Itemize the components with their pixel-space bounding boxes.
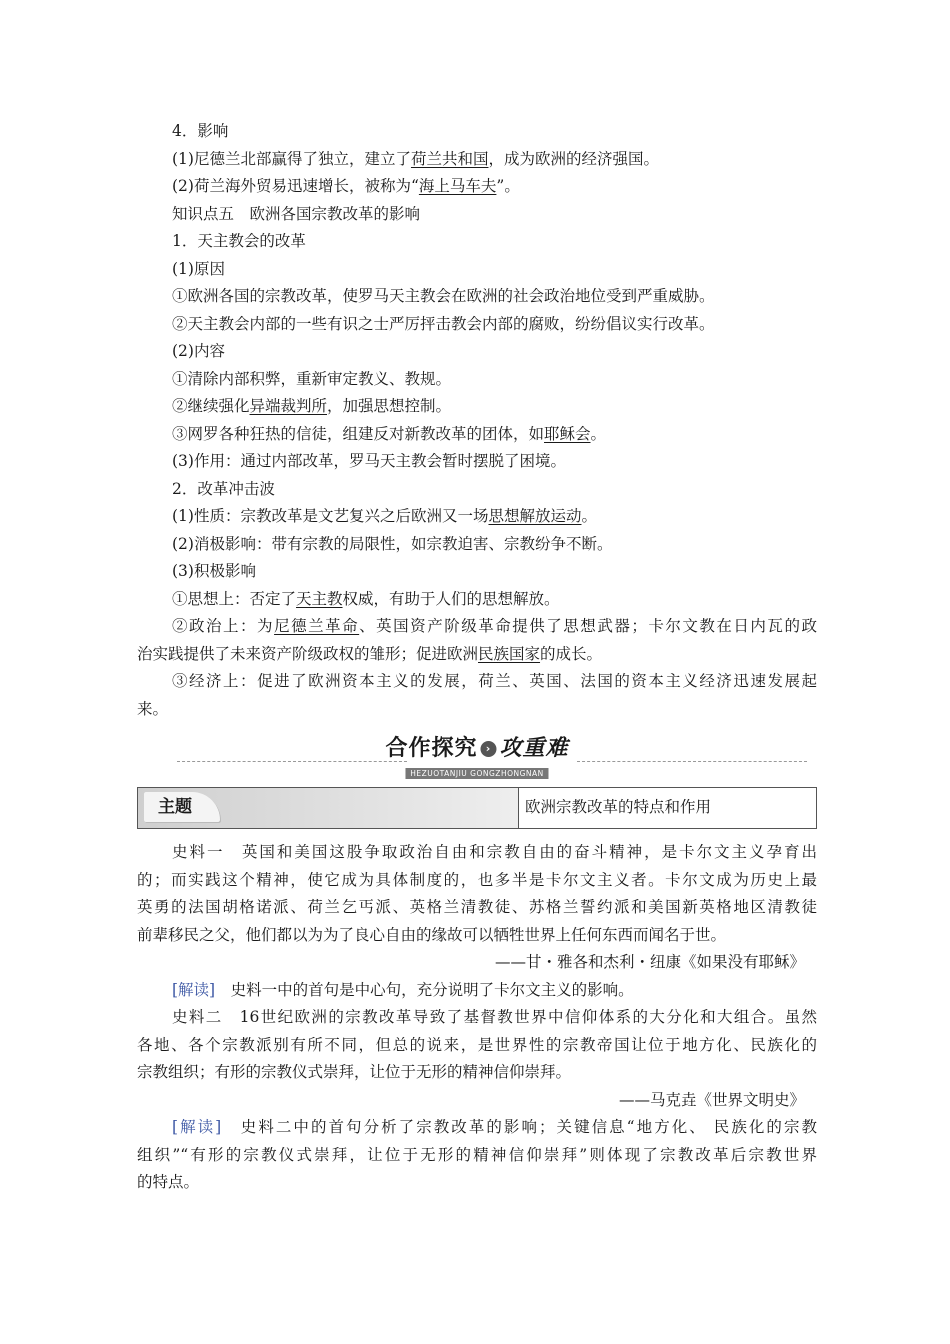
text-run: 史料一中的首句是中心句，充分说明了卡尔文主义的影响。 <box>215 980 634 999</box>
section-banner <box>137 731 817 781</box>
text-line <box>137 338 817 366</box>
banner-subtitle: HEZUOTANJIU GONGZHONGNAN <box>405 768 549 779</box>
text-run: (1)原因 <box>172 259 225 278</box>
source-citation <box>137 1087 817 1115</box>
text-run: ①清除内部积弊，重新审定教义、教规。 <box>172 369 452 388</box>
underlined-term: 尼德兰革命 <box>274 617 360 635</box>
text-line <box>137 867 817 895</box>
text-line <box>137 696 817 724</box>
text-run: 。 <box>590 424 607 443</box>
text-run: 各地、各个宗教派别有所不同，但总的说来，是世界性的宗教帝国让位于地方化、民族化的 <box>137 1035 817 1054</box>
banner-divider-left <box>177 761 407 762</box>
topic-title: 欧洲宗教改革的特点和作用 <box>518 788 816 828</box>
text-line <box>137 586 817 614</box>
text-line <box>137 613 817 641</box>
text-line <box>137 1114 817 1142</box>
text-run: (2)荷兰海外贸易迅速增长，被称为“ <box>172 177 419 195</box>
text-run: (3)作用：通过内部改革，罗马天主教会暂时摆脱了困境。 <box>172 452 566 470</box>
content-area <box>137 118 817 1197</box>
text-line <box>137 146 817 174</box>
text-run: 前辈移民之父，他们都以为为了良心自由的缘故可以牺牲世界上任何东西而闻名于世。 <box>137 925 727 944</box>
text-run: 史料二 16世纪欧洲的宗教改革导致了基督教世界中信仰体系的大分化和大组合。虽然 <box>172 1008 817 1026</box>
knowledge-section <box>137 118 817 723</box>
text-line <box>137 977 817 1005</box>
underlined-term: 荷兰共和国 <box>410 149 489 168</box>
text-run: 来。 <box>137 699 169 718</box>
arrow-right-icon: › <box>481 741 497 757</box>
text-line <box>137 173 817 201</box>
inquiry-section <box>137 839 817 1197</box>
text-run: ①思想上：否定了 <box>172 589 297 608</box>
underlined-term: 异端裁判所 <box>249 397 328 415</box>
topic-label: 主题 <box>144 792 220 822</box>
topic-header <box>137 787 817 829</box>
text-run: ③网罗各种狂热的信徒，组建反对新教改革的团体，如 <box>172 424 545 443</box>
text-line <box>137 201 817 229</box>
text-line <box>137 558 817 586</box>
text-line <box>137 1142 817 1170</box>
text-line <box>137 256 817 284</box>
text-run: 1．天主教会的改革 <box>172 232 306 250</box>
text-run: 。 <box>581 507 597 525</box>
text-run: (1)尼德兰北部赢得了独立，建立了 <box>172 149 411 168</box>
text-run: 宗教组织；有形的宗教仪式崇拜，让位于无形的精神信仰崇拜。 <box>137 1063 572 1081</box>
text-line <box>137 393 817 421</box>
text-run: 知识点五 欧洲各国宗教改革的影响 <box>172 204 421 223</box>
text-line <box>137 922 817 950</box>
text-run: 英勇的法国胡格诺派、荷兰乞丐派、英格兰清教徒、苏格兰誓约派和美国新英格地区清教徒 <box>137 898 817 916</box>
text-run: ③经济上：促进了欧洲资本主义的发展，荷兰、英国、法国的资本主义经济迅速发展起 <box>172 672 817 690</box>
text-line <box>137 448 817 476</box>
text-line <box>137 1059 817 1087</box>
interpretation-tag: [解读] <box>172 1118 222 1136</box>
text-run: 2．改革冲击波 <box>172 479 275 498</box>
text-run: ，成为欧洲的经济强国。 <box>488 149 659 168</box>
text-run: ——马克垚《世界文明史》 <box>618 1090 805 1109</box>
banner-title <box>385 731 568 762</box>
banner-title-group <box>385 731 568 780</box>
text-run: (1)性质：宗教改革是文艺复兴之后欧洲又一场 <box>172 507 489 525</box>
text-line <box>137 476 817 504</box>
underlined-term: 海上马车夫 <box>418 177 497 195</box>
banner-title-right: 攻重难 <box>499 736 569 761</box>
text-run: ②政治上：为 <box>172 617 275 635</box>
text-run: 的成长。 <box>540 644 603 663</box>
text-line <box>137 228 817 256</box>
text-line <box>137 366 817 394</box>
text-run: 4．影响 <box>172 122 229 140</box>
text-line <box>137 894 817 922</box>
source-citation <box>137 949 817 977</box>
underlined-term: 耶稣会 <box>544 424 591 443</box>
text-run: (2)内容 <box>172 342 225 360</box>
text-run: ①欧洲各国的宗教改革，使罗马天主教会在欧洲的社会政治地位受到严重威胁。 <box>172 287 715 305</box>
text-line <box>137 641 817 669</box>
text-run: ——甘・雅各和杰利・纽康《如果没有耶稣》 <box>494 953 805 971</box>
underlined-term: 民族国家 <box>478 644 541 663</box>
text-line <box>137 1169 817 1197</box>
underlined-term: 天主教 <box>296 589 343 608</box>
text-line <box>137 503 817 531</box>
text-run: (3)积极影响 <box>172 562 256 580</box>
text-line <box>137 668 817 696</box>
interpretation-tag: [解读] <box>172 980 216 999</box>
banner-divider-right <box>577 761 807 762</box>
text-line <box>137 839 817 867</box>
topic-label-panel <box>138 788 518 828</box>
text-run: 组织”“有形的宗教仪式崇拜，让位于无形的精神信仰崇拜”则体现了宗教改革后宗教世界 <box>137 1145 817 1164</box>
text-line <box>137 1004 817 1032</box>
banner-title-left: 合作探究 <box>385 736 478 761</box>
text-run: 的；而实践这个精神，使它成为具体制度的，也多半是卡尔文主义者。卡尔文成为历史上最 <box>137 870 817 889</box>
text-line <box>137 283 817 311</box>
text-run: 的特点。 <box>137 1173 200 1191</box>
underlined-term: 思想解放运动 <box>488 507 582 525</box>
text-run: ”。 <box>496 177 520 195</box>
text-run: 史料一 英国和美国这股争取政治自由和宗教自由的奋斗精神，是卡尔文主义孕育出 <box>172 843 817 861</box>
text-line <box>137 421 817 449</box>
text-line <box>137 311 817 339</box>
text-line <box>137 531 817 559</box>
text-run: ②继续强化 <box>172 397 250 415</box>
text-line <box>137 1032 817 1060</box>
text-run: 权威，有助于人们的思想解放。 <box>342 589 560 608</box>
text-run: 、英国资产阶级革命提供了思想武器；卡尔文教在日内瓦的政 <box>359 617 817 635</box>
text-run: ，加强思想控制。 <box>327 397 452 415</box>
text-line <box>137 118 817 146</box>
text-run: (2)消极影响：带有宗教的局限性，如宗教迫害、宗教纷争不断。 <box>172 534 613 553</box>
text-run: ②天主教会内部的一些有识之士严厉抨击教会内部的腐败，纷纷倡议实行改革。 <box>172 314 715 333</box>
text-run: 史料二中的首句分析了宗教改革的影响；关键信息“地方化、 民族化的宗教 <box>221 1118 817 1136</box>
text-run: 治实践提供了未来资产阶级政权的雏形；促进欧洲 <box>137 644 479 663</box>
